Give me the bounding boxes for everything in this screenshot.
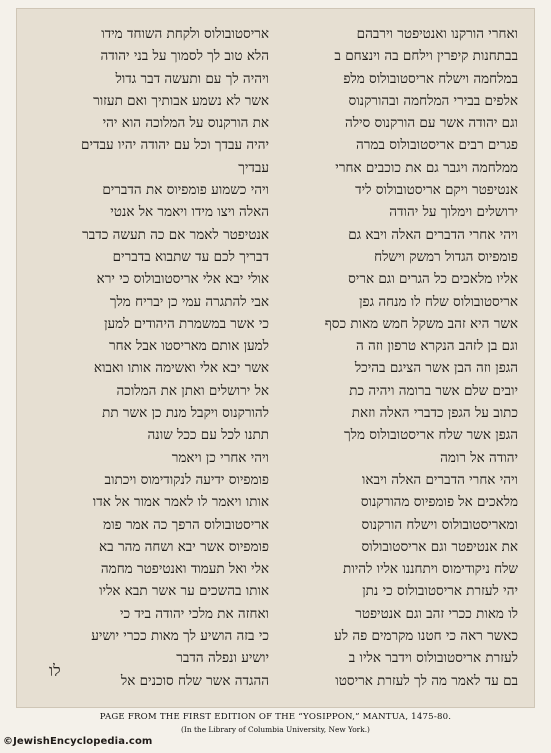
text-line: הגפן וזה הבן אשר הציגם בהיכל: [354, 360, 518, 377]
caption-title: PAGE FROM THE FIRST EDITION OF THE “YOSIPPON,” MANTUA, 1475-80.: [99, 712, 452, 722]
text-line: אותו ויאמר לו לאמר אמור אל אדו: [92, 494, 269, 511]
text-line: במלחמה וישלח אריסטובולוס מלפ: [343, 70, 518, 87]
text-line: ויהי כשמוע פומפיוס את הדברים: [102, 182, 269, 199]
right-text-column: [293, 23, 518, 692]
text-line: עבדיך: [238, 159, 269, 176]
text-line: אשר לא נשמע אבותיך ואם תעזור: [93, 92, 269, 109]
text-line: ויהי אחרי הדברים האלה ויבא גם: [348, 226, 518, 243]
text-line: יובים שלם אשר ברומה ויהיה כת: [349, 382, 518, 399]
text-line: בם עד לאמר מה לך לעזרת אריסטו: [335, 672, 518, 689]
text-line: אריסטובולוס ולקחת השוחד מידו: [101, 26, 269, 42]
text-line: יהודה אל רומה: [440, 449, 518, 466]
text-line: פגרים רבים אריסטובולוס במרה: [356, 137, 518, 154]
text-line: יהי לעזרת אריסטובולוס כי נתן: [362, 583, 518, 600]
text-line: אותו בהשכים ער אשר תבא אליו: [99, 583, 269, 600]
text-line: שלח ניקודימוס ויתחננו אליו להיות: [343, 561, 518, 578]
folio-number: לו: [49, 661, 61, 680]
text-line: מלאכים אל פומפיוס מהורקנוס: [360, 494, 518, 511]
caption-source-note: (In the Library of Columbia University, New York.): [181, 725, 370, 734]
text-line: אשר היא זהב משקל חמש מאות כסף: [324, 315, 518, 332]
text-line: ואחזה את מלכי יהודה ביד כי: [119, 605, 269, 622]
text-line: פומפיוס ידיעה לנקודימוס ויכתוב: [104, 471, 269, 488]
text-line: ההגדה אשר שלח סוכנים אל: [120, 672, 269, 689]
text-line: ירושלים וימלוך על יהודה: [389, 204, 518, 221]
text-line: להורקנוס ויקבל מנת כן אשר תת: [102, 405, 269, 422]
text-line: הלא טוב לך לסמוך על בני יהודה: [100, 48, 269, 65]
text-line: ויהיה לך עם ותעשה דבר גדול: [115, 70, 269, 87]
text-line: כאשר ראה כי חטנו מקרמים פה לע: [334, 628, 518, 645]
figure-caption: [0, 712, 551, 734]
text-line: פומפיוס הגדול רמשק וישלח: [374, 248, 518, 265]
text-line: הגפן אשר שלח אריסטובולוס מלך: [344, 427, 518, 444]
text-line: אריסטובולוס שלח לו מנחה גפן: [359, 293, 518, 310]
text-line: כתוב על הגפן כדברי האלה וזאת: [351, 405, 518, 422]
text-line: וגם בן לזהב הנקרא טרפון וזה ה: [356, 338, 518, 355]
text-line: כי בזה הושיע לך מאות ככרי יושיע: [91, 628, 269, 645]
text-line: אולי יבא אלי אריסטובולוס כי ירא: [96, 271, 269, 288]
text-line: פומפיוס אשר יבא ושחה מהר בא: [99, 538, 269, 555]
text-line: את אנטיפטר וגם אריסטובולוס: [361, 538, 518, 555]
text-line: יהיה עבדך וכל עם יהודה יהיו עבדים: [81, 137, 269, 154]
text-line: בבתחנות קיפרין וילחם בה וינצחם ב: [334, 48, 518, 65]
left-text-column: [44, 23, 269, 692]
text-line: כי אשר במשמרת היהודים למען: [104, 315, 269, 332]
text-line: לו מאות ככרי זהב וגם אנטיפטר: [355, 605, 518, 622]
site-watermark: ©JewishEncyclopedia.com: [3, 736, 153, 747]
text-line: לעזרת אריסטובולוס וידבר אליו ב: [348, 650, 518, 667]
text-line: אנטיפטר לאמר אם כה תעשה כדבר: [82, 226, 269, 243]
manuscript-page-scan: [16, 8, 535, 708]
text-line: דבריך לכם עד שתבוא בדברים: [112, 248, 269, 265]
text-line: אשר יבא אלי ואשימה אותו ואבוא: [93, 360, 269, 377]
text-line: אלי ואל תעמוד ואנטיפטר מחמה: [100, 561, 269, 578]
text-line: האלה ויצו מידו ויאמר אל אנטי: [110, 204, 269, 221]
text-line: אריסטובולוס הרפך כה אמר פומ: [103, 516, 269, 533]
text-line: למען אותם מאריסטו אבל אחר: [109, 338, 269, 355]
text-line: וגם יהודה אשר עם הורקנוס סילה: [344, 115, 518, 132]
text-line: ויהי אחרי כן ויאמר: [171, 449, 269, 466]
text-line: ממלחמה ויגבר גם את כוכבים אחרי: [335, 159, 518, 176]
text-line: אליו מלאכים כל הגרים וגם אריס: [348, 271, 518, 288]
text-line: אל ירושלים ואתן את המלוכה: [116, 382, 269, 399]
text-line: ומאריסטובולוס וישלח הורקנוס: [361, 516, 518, 533]
text-line: אנטיפטר ויקם אריסטובולוס ליד: [355, 182, 518, 199]
text-line: אלפים בבירי המלחמה ובהורקנוס: [348, 92, 518, 109]
text-line: את הורקנוס על המלוכה הוא יהי: [102, 115, 269, 132]
text-line: אבי להתגרה עמי כן יבריח מלך: [109, 293, 269, 310]
text-line: ואחרי הורקנו ואנטיפטר וירבהם: [356, 26, 518, 42]
text-line: ויהי אחרי הדברים האלה ויבאו: [361, 471, 518, 488]
text-line: יושיע ונפלה הדבר: [176, 650, 269, 667]
text-line: תתנו לכל עם ככל שונה: [147, 427, 269, 444]
